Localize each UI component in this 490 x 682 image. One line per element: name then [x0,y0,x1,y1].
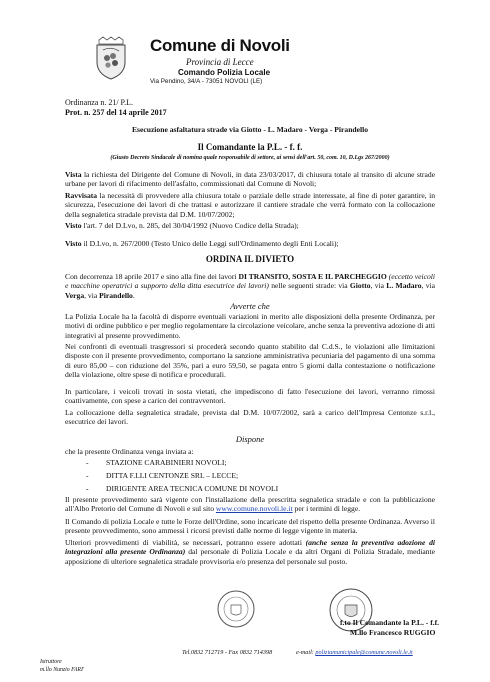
official-stamp-icon [216,589,256,629]
avverte-paragraph-1: La Polizia Locale ha la facoltà di disporre eventuali variazioni in merito alle disposizioni della presente Ordinanza, per motivi di ordine pubblico e per meglio regolamentare la circolazione veicolare, anche senza la preventiva adozione di atti integrativi al presente provvedimento. [65,312,435,340]
istruttore-label: Istruttore [40,659,62,665]
footer-email: e-mail: poliziamunicipale@comune.novoli.le.it [296,649,413,656]
avverte-heading: Avverte che [230,301,270,311]
commander-heading: Il Comandante la P.L. - f. f. [197,142,303,152]
command-label: Comando Polizia Locale [178,68,271,77]
premise-ravvisata: Ravvisata la necessità di provvedere alla chiusura totale o parziale delle strade interessate, al fine di poter garantire, in sicurezza, l'esecuzione dei lavori di che trattasi e autorizzare il cantiere stradale che verrà formato con la collocazione della segnaletica stradale prevista dal D.M. 10/07/2002; [65,191,435,219]
avverte-paragraph-2: Nei confronti di eventuali trasgressori si procederà secondo quanto stabilito dal C.d.S., le violazioni alle limitazioni disposte con il presente provvedimento, comportano la sanzione amministrativa pecuniaria del pagamento di una somma di euro 85,00 – con riduzione del 35%, pari a euro 59,50, se pagata entro 5 giorni dalla contestazione o notificazione della violazione, oltre spese di notifica e procedurali. [65,342,435,380]
province-label: Provincia di Lecce [186,57,254,67]
signature-name: M.llo Francesco RUGGIO [350,628,436,637]
recipient-item: - DIRIGENTE AREA TECNICA COMUNE DI NOVOLI [86,484,279,493]
recipient-item: - DITTA F.LLI CENTONZE SRL – LECCE; [86,471,239,480]
order-number: Ordinanza n. 21/ P.L. [65,98,133,107]
premise-visto-2: Visto il D.Lvo, n. 267/2000 (Testo Unico delle Leggi sull'Ordinamento degli Enti Locali); [65,239,339,248]
vigente-paragraph: Il presente provvedimento sarà vigente con l'installazione della prescritta segnaletica stradale e con la pubblicazione all'Albo Pretorio del Comune di Novoli e sul sito www.comune.novoli.le.it per i termini di legge. [65,495,435,514]
coat-of-arms-logo [93,36,129,80]
signature-title: f.to Il Comandante la P.L. - f.f. [340,618,440,627]
order-heading: ORDINA IL DIVIETO [205,254,295,264]
protocol-number: Prot. n. 257 del 14 aprile 2017 [65,108,167,117]
recipient-item: - STAZIONE CARABINIERI NOVOLI; [86,458,227,467]
istruttore-name: m.llo Nunzio FARI' [40,667,85,673]
dispone-heading: Dispone [235,434,265,444]
decree-note: (Giusto Decreto Sindacale di nomina quale responsabile di settore, ai sensi dell'art. 50, com. 10, D.Lgs 267/2000) [110,155,390,161]
email-link[interactable]: poliziamunicipale@comune.novoli.le.it [315,649,413,656]
decorrenza-paragraph: Con decorrenza 18 aprile 2017 e sino alla fine dei lavori DI TRANSITO, SOSTA E IL PARCHEGGIO (eccetto veicoli e macchine operatrici a supporto della ditta esecutrice dei lavori) nelle seguenti strade: via Giotto, via L. Madaro, via Verga, via Pirandello. [65,272,436,300]
footer-phone: Tel.0832 712719 - Fax 0832 714398 [182,649,273,656]
avverte-paragraph-4: La collocazione della segnaletica stradale, prevista dal D.M. 10/07/2002, sarà a carico dell'Impresa Centonze s.r.l., esecutrice dei lavori. [65,408,435,427]
address-label: Via Pendino, 34/A - 73051 NOVOLI (LE) [150,78,263,85]
ulteriori-paragraph: Ulteriori provvedimenti di viabilità, se necessari, potranno essere adottati (anche senza la preventiva adozione di integrazioni alla presente Ordinanza) dal personale di Polizia Locale e da altri Organi di Polizia Stradale, mediante apposizione di ulteriore segnaletica stradale provvisoria e/o presenza del personale sul posto. [65,538,436,566]
premise-visto-1: Visto l'art. 7 del D.Lvo, n. 285, del 30/04/1992 (Nuovo Codice della Strada); [65,221,299,230]
dispone-intro: che la presente Ordinanza venga inviata a: [65,447,194,456]
premise-vista-1: Vista la richiesta del Dirigente del Comune di Novoli, in data 23/03/2017, di chiusura totale al transito di alcune strade urbane per lavori di rifacimento dell'asfalto, commissionati dal Comune di Novoli; [65,170,435,189]
comando-paragraph: Il Comando di polizia Locale e tutte le Forze dell'Ordine, sono incaricate del rispetto della presente Ordinanza. Avverso il presente provvedimento, sono ammessi i ricorsi previsti dalle norme di legge vigente in materia. [65,517,435,536]
municipality-title: Comune di Novoli [150,36,290,55]
website-link[interactable]: www.comune.novoli.le.it [215,504,293,514]
subject-line: Esecuzione asfaltatura strade via Giotto - L. Madaro - Verga - Pirandello [131,125,369,134]
avverte-paragraph-3: In particolare, i veicoli trovati in sosta vietati, che impediscono di fatto l'esecuzione dei lavori, verranno rimossi coattivamente, con spese a carico dei contravventori. [65,387,435,406]
